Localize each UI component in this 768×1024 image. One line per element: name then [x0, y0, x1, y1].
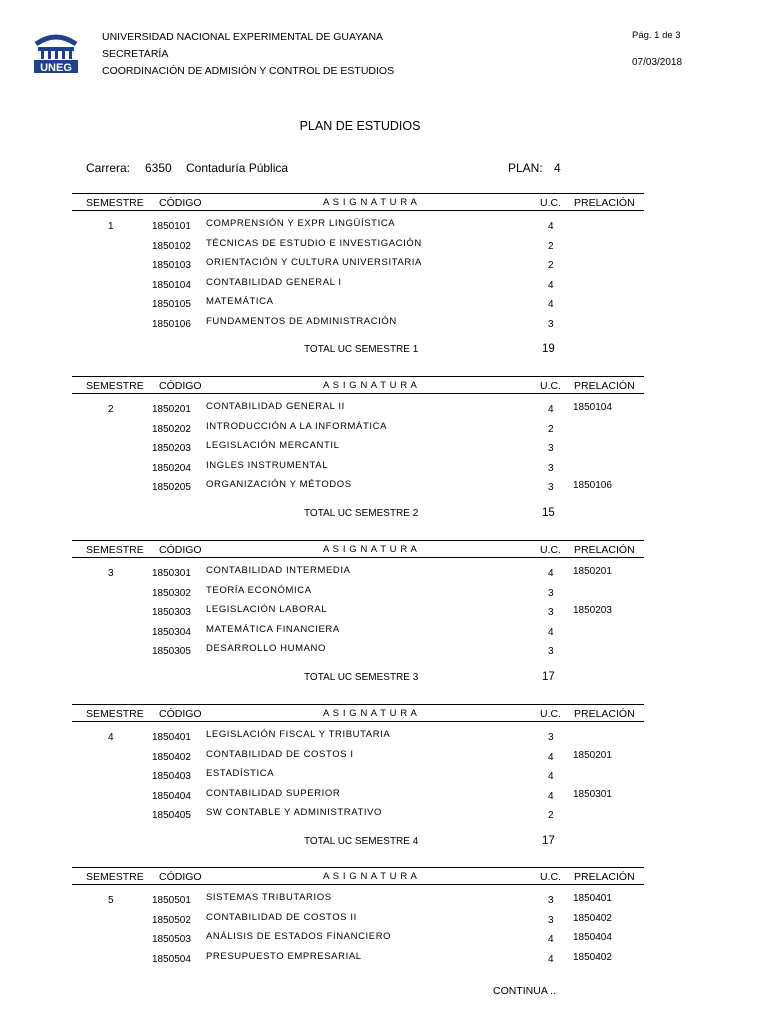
course-name: MATEMÁTICA FINANCIERA — [206, 623, 340, 635]
course-uc: 4 — [548, 790, 554, 802]
semester-total-label: TOTAL UC SEMESTRE 4 — [304, 835, 419, 847]
course-name: CONTABILIDAD GENERAL II — [206, 401, 345, 412]
course-prelacion: 1850104 — [573, 402, 612, 413]
course-name: ANÁLISIS DE ESTADOS FINANCIERO — [206, 931, 392, 942]
course-uc: 3 — [548, 607, 554, 618]
table-top-rule — [72, 540, 644, 541]
page-number: Pág. 1 de 3 — [632, 30, 681, 41]
course-code: 1850102 — [152, 240, 191, 252]
semester-total-value: 17 — [542, 834, 555, 847]
course-uc: 4 — [548, 626, 554, 638]
course-code: 1850201 — [152, 404, 191, 415]
carrera-code: 6350 — [145, 161, 172, 175]
course-name: CONTABILIDAD SUPERIOR — [206, 787, 341, 799]
plan-label: PLAN: — [508, 161, 543, 175]
semester-total-value: 15 — [542, 506, 555, 519]
column-header-uc: U.C. — [540, 708, 561, 720]
semester-total-value: 17 — [542, 670, 555, 683]
course-uc: 4 — [548, 771, 554, 782]
page-title: PLAN DE ESTUDIOS — [299, 119, 421, 133]
course-name: FUNDAMENTOS DE ADMINISTRACIÓN — [206, 315, 397, 327]
course-name: ORIENTACIÓN Y CULTURA UNIVERSITARIA — [206, 257, 422, 268]
course-code: 1850203 — [152, 443, 191, 454]
course-code: 1850303 — [152, 607, 191, 618]
column-header-asignatura: A S I G N A T U R A — [323, 708, 418, 719]
course-prelacion: 1850201 — [573, 749, 612, 761]
table-header-rule — [72, 393, 644, 394]
course-name: PRESUPUESTO EMPRESARIAL — [206, 950, 362, 962]
course-code: 1850403 — [152, 771, 191, 782]
course-code: 1850103 — [152, 260, 191, 271]
logo-text: UNEG — [40, 62, 72, 74]
column-header-codigo: CÓDIGO — [159, 380, 202, 392]
table-row — [72, 932, 644, 950]
column-header-codigo: CÓDIGO — [159, 708, 202, 720]
course-name: INTRODUCCIÓN A LA INFORMÁTICA — [206, 420, 388, 432]
course-name: LEGISLACIÓN LABORAL — [206, 604, 328, 615]
table-row — [72, 239, 644, 257]
semester-total-label: TOTAL UC SEMESTRE 1 — [304, 344, 419, 355]
course-code: 1850504 — [152, 953, 191, 965]
semester-section — [72, 540, 644, 690]
course-uc: 3 — [548, 895, 554, 906]
course-prelacion: 1850401 — [573, 893, 612, 904]
course-uc: 2 — [548, 240, 554, 252]
column-header-prelacion: PRELACIÓN — [574, 380, 635, 392]
course-uc: 3 — [548, 443, 554, 454]
course-uc: 3 — [548, 482, 554, 493]
course-prelacion: 1850404 — [573, 932, 612, 943]
course-code: 1850401 — [152, 732, 191, 743]
column-header-semestre: SEMESTRE — [86, 197, 144, 209]
table-row — [72, 461, 644, 479]
course-code: 1850501 — [152, 895, 191, 906]
course-name: LEGISLACIÓN FISCAL Y TRIBUTARIA — [206, 729, 391, 740]
secretaria-line: SECRETARÍA — [102, 48, 169, 60]
plan-value: 4 — [554, 161, 561, 175]
course-code: 1850405 — [152, 810, 191, 821]
table-row — [72, 219, 644, 237]
course-name: CONTABILIDAD DE COSTOS I — [206, 748, 354, 760]
table-row — [72, 402, 644, 420]
column-header-prelacion: PRELACIÓN — [574, 871, 635, 883]
course-code: 1850304 — [152, 626, 191, 638]
course-prelacion: 1850201 — [573, 566, 612, 577]
table-top-rule — [72, 376, 644, 377]
course-prelacion: 1850301 — [573, 788, 612, 800]
table-row — [72, 566, 644, 584]
semester-section — [72, 867, 644, 1017]
semester-section — [72, 704, 644, 854]
course-code: 1850302 — [152, 587, 191, 599]
table-row — [72, 625, 644, 643]
column-header-codigo: CÓDIGO — [159, 197, 202, 209]
print-date: 07/03/2018 — [632, 57, 683, 68]
table-row — [72, 586, 644, 604]
column-header-codigo: CÓDIGO — [159, 544, 202, 556]
table-header-rule — [72, 884, 644, 885]
column-header-semestre: SEMESTRE — [86, 871, 144, 883]
semester-number: 2 — [108, 404, 114, 415]
course-name: TEORÍA ECONÓMICA — [206, 584, 312, 596]
column-header-prelacion: PRELACIÓN — [574, 708, 635, 720]
course-prelacion: 1850402 — [573, 912, 612, 924]
course-code: 1850104 — [152, 279, 191, 291]
course-name: SISTEMAS TRIBUTARIOS — [206, 892, 332, 903]
course-name: LEGISLACIÓN MERCANTIL — [206, 440, 340, 451]
semester-total-label: TOTAL UC SEMESTRE 2 — [304, 507, 419, 519]
course-uc: 2 — [548, 423, 554, 435]
course-uc: 3 — [548, 646, 554, 657]
course-uc: 3 — [548, 587, 554, 599]
course-code: 1850106 — [152, 318, 191, 330]
course-uc: 4 — [548, 299, 554, 310]
table-row — [72, 750, 644, 768]
table-row — [72, 317, 644, 335]
continua-footer: CONTINUA .. — [493, 985, 557, 997]
carrera-label: Carrera: — [86, 161, 131, 175]
course-uc: 3 — [548, 318, 554, 330]
table-row — [72, 422, 644, 440]
column-header-uc: U.C. — [540, 544, 561, 556]
table-top-rule — [72, 193, 644, 194]
column-header-asignatura: A S I G N A T U R A — [323, 544, 418, 555]
course-code: 1850105 — [152, 299, 191, 310]
table-top-rule — [72, 704, 644, 705]
column-header-prelacion: PRELACIÓN — [574, 197, 635, 209]
course-uc: 4 — [548, 934, 554, 945]
course-code: 1850305 — [152, 646, 191, 657]
table-row — [72, 258, 644, 276]
course-prelacion: 1850106 — [573, 480, 612, 491]
course-prelacion: 1850203 — [573, 605, 612, 616]
table-row — [72, 730, 644, 748]
semester-total-value: 19 — [542, 343, 555, 355]
course-code: 1850204 — [152, 462, 191, 474]
column-header-semestre: SEMESTRE — [86, 708, 144, 720]
course-name: DESARROLLO HUMANO — [206, 643, 326, 654]
column-header-uc: U.C. — [540, 871, 561, 883]
table-row — [72, 913, 644, 931]
table-row — [72, 789, 644, 807]
column-header-asignatura: A S I G N A T U R A — [323, 871, 418, 882]
semester-number: 1 — [108, 221, 114, 232]
course-prelacion: 1850402 — [573, 951, 612, 963]
course-name: TÉCNICAS DE ESTUDIO E INVESTIGACIÓN — [206, 237, 422, 249]
course-code: 1850402 — [152, 751, 191, 763]
table-header-rule — [72, 557, 644, 558]
semester-total-label: TOTAL UC SEMESTRE 3 — [304, 671, 419, 683]
coordination-line: COORDINACIÓN DE ADMISIÓN Y CONTROL DE ESTUDIOS — [102, 65, 395, 77]
course-uc: 4 — [548, 221, 554, 232]
table-header-rule — [72, 210, 644, 211]
column-header-semestre: SEMESTRE — [86, 544, 144, 556]
course-code: 1850205 — [152, 482, 191, 493]
course-name: COMPRENSIÓN Y EXPR LINGÜÍSTICA — [206, 218, 396, 229]
course-name: SW CONTABLE Y ADMINISTRATIVO — [206, 807, 383, 818]
course-uc: 4 — [548, 953, 554, 965]
table-top-rule — [72, 867, 644, 868]
course-code: 1850101 — [152, 221, 191, 232]
table-row — [72, 297, 644, 315]
column-header-semestre: SEMESTRE — [86, 380, 144, 392]
course-uc: 4 — [548, 751, 554, 763]
table-row — [72, 480, 644, 498]
course-uc: 4 — [548, 568, 554, 579]
column-header-uc: U.C. — [540, 380, 561, 392]
course-name: MATEMÁTICA — [206, 296, 274, 307]
carrera-name: Contaduría Pública — [186, 161, 289, 175]
course-uc: 4 — [548, 279, 554, 291]
course-code: 1850404 — [152, 790, 191, 802]
course-code: 1850202 — [152, 423, 191, 435]
course-name: CONTABILIDAD DE COSTOS II — [206, 911, 357, 923]
table-row — [72, 441, 644, 459]
course-code: 1850503 — [152, 934, 191, 945]
table-row — [72, 769, 644, 787]
semester-number: 3 — [108, 568, 114, 579]
semester-number: 4 — [108, 732, 114, 743]
course-uc: 3 — [548, 732, 554, 743]
table-row — [72, 893, 644, 911]
course-code: 1850502 — [152, 914, 191, 926]
course-uc: 3 — [548, 914, 554, 926]
course-name: CONTABILIDAD INTERMEDIA — [206, 565, 351, 576]
semester-section — [72, 193, 644, 355]
table-row — [72, 605, 644, 623]
semester-number: 5 — [108, 895, 114, 906]
column-header-uc: U.C. — [540, 197, 561, 209]
course-name: ORGANIZACIÓN Y MÉTODOS — [206, 479, 352, 490]
course-code: 1850301 — [152, 568, 191, 579]
uneg-logo — [32, 30, 80, 74]
table-row — [72, 644, 644, 662]
course-name: CONTABILIDAD GENERAL I — [206, 276, 342, 288]
table-header-rule — [72, 721, 644, 722]
course-name: INGLES INSTRUMENTAL — [206, 459, 329, 471]
column-header-asignatura: A S I G N A T U R A — [323, 197, 418, 208]
table-row — [72, 278, 644, 296]
column-header-codigo: CÓDIGO — [159, 871, 202, 883]
course-uc: 2 — [548, 810, 554, 821]
column-header-asignatura: A S I G N A T U R A — [323, 380, 418, 391]
column-header-prelacion: PRELACIÓN — [574, 544, 635, 556]
semester-section — [72, 376, 644, 526]
course-name: ESTADÍSTICA — [206, 768, 275, 779]
university-name: UNIVERSIDAD NACIONAL EXPERIMENTAL DE GUAYANA — [102, 31, 384, 43]
table-row — [72, 952, 644, 970]
course-uc: 3 — [548, 462, 554, 474]
course-uc: 2 — [548, 260, 554, 271]
table-row — [72, 808, 644, 826]
course-uc: 4 — [548, 404, 554, 415]
